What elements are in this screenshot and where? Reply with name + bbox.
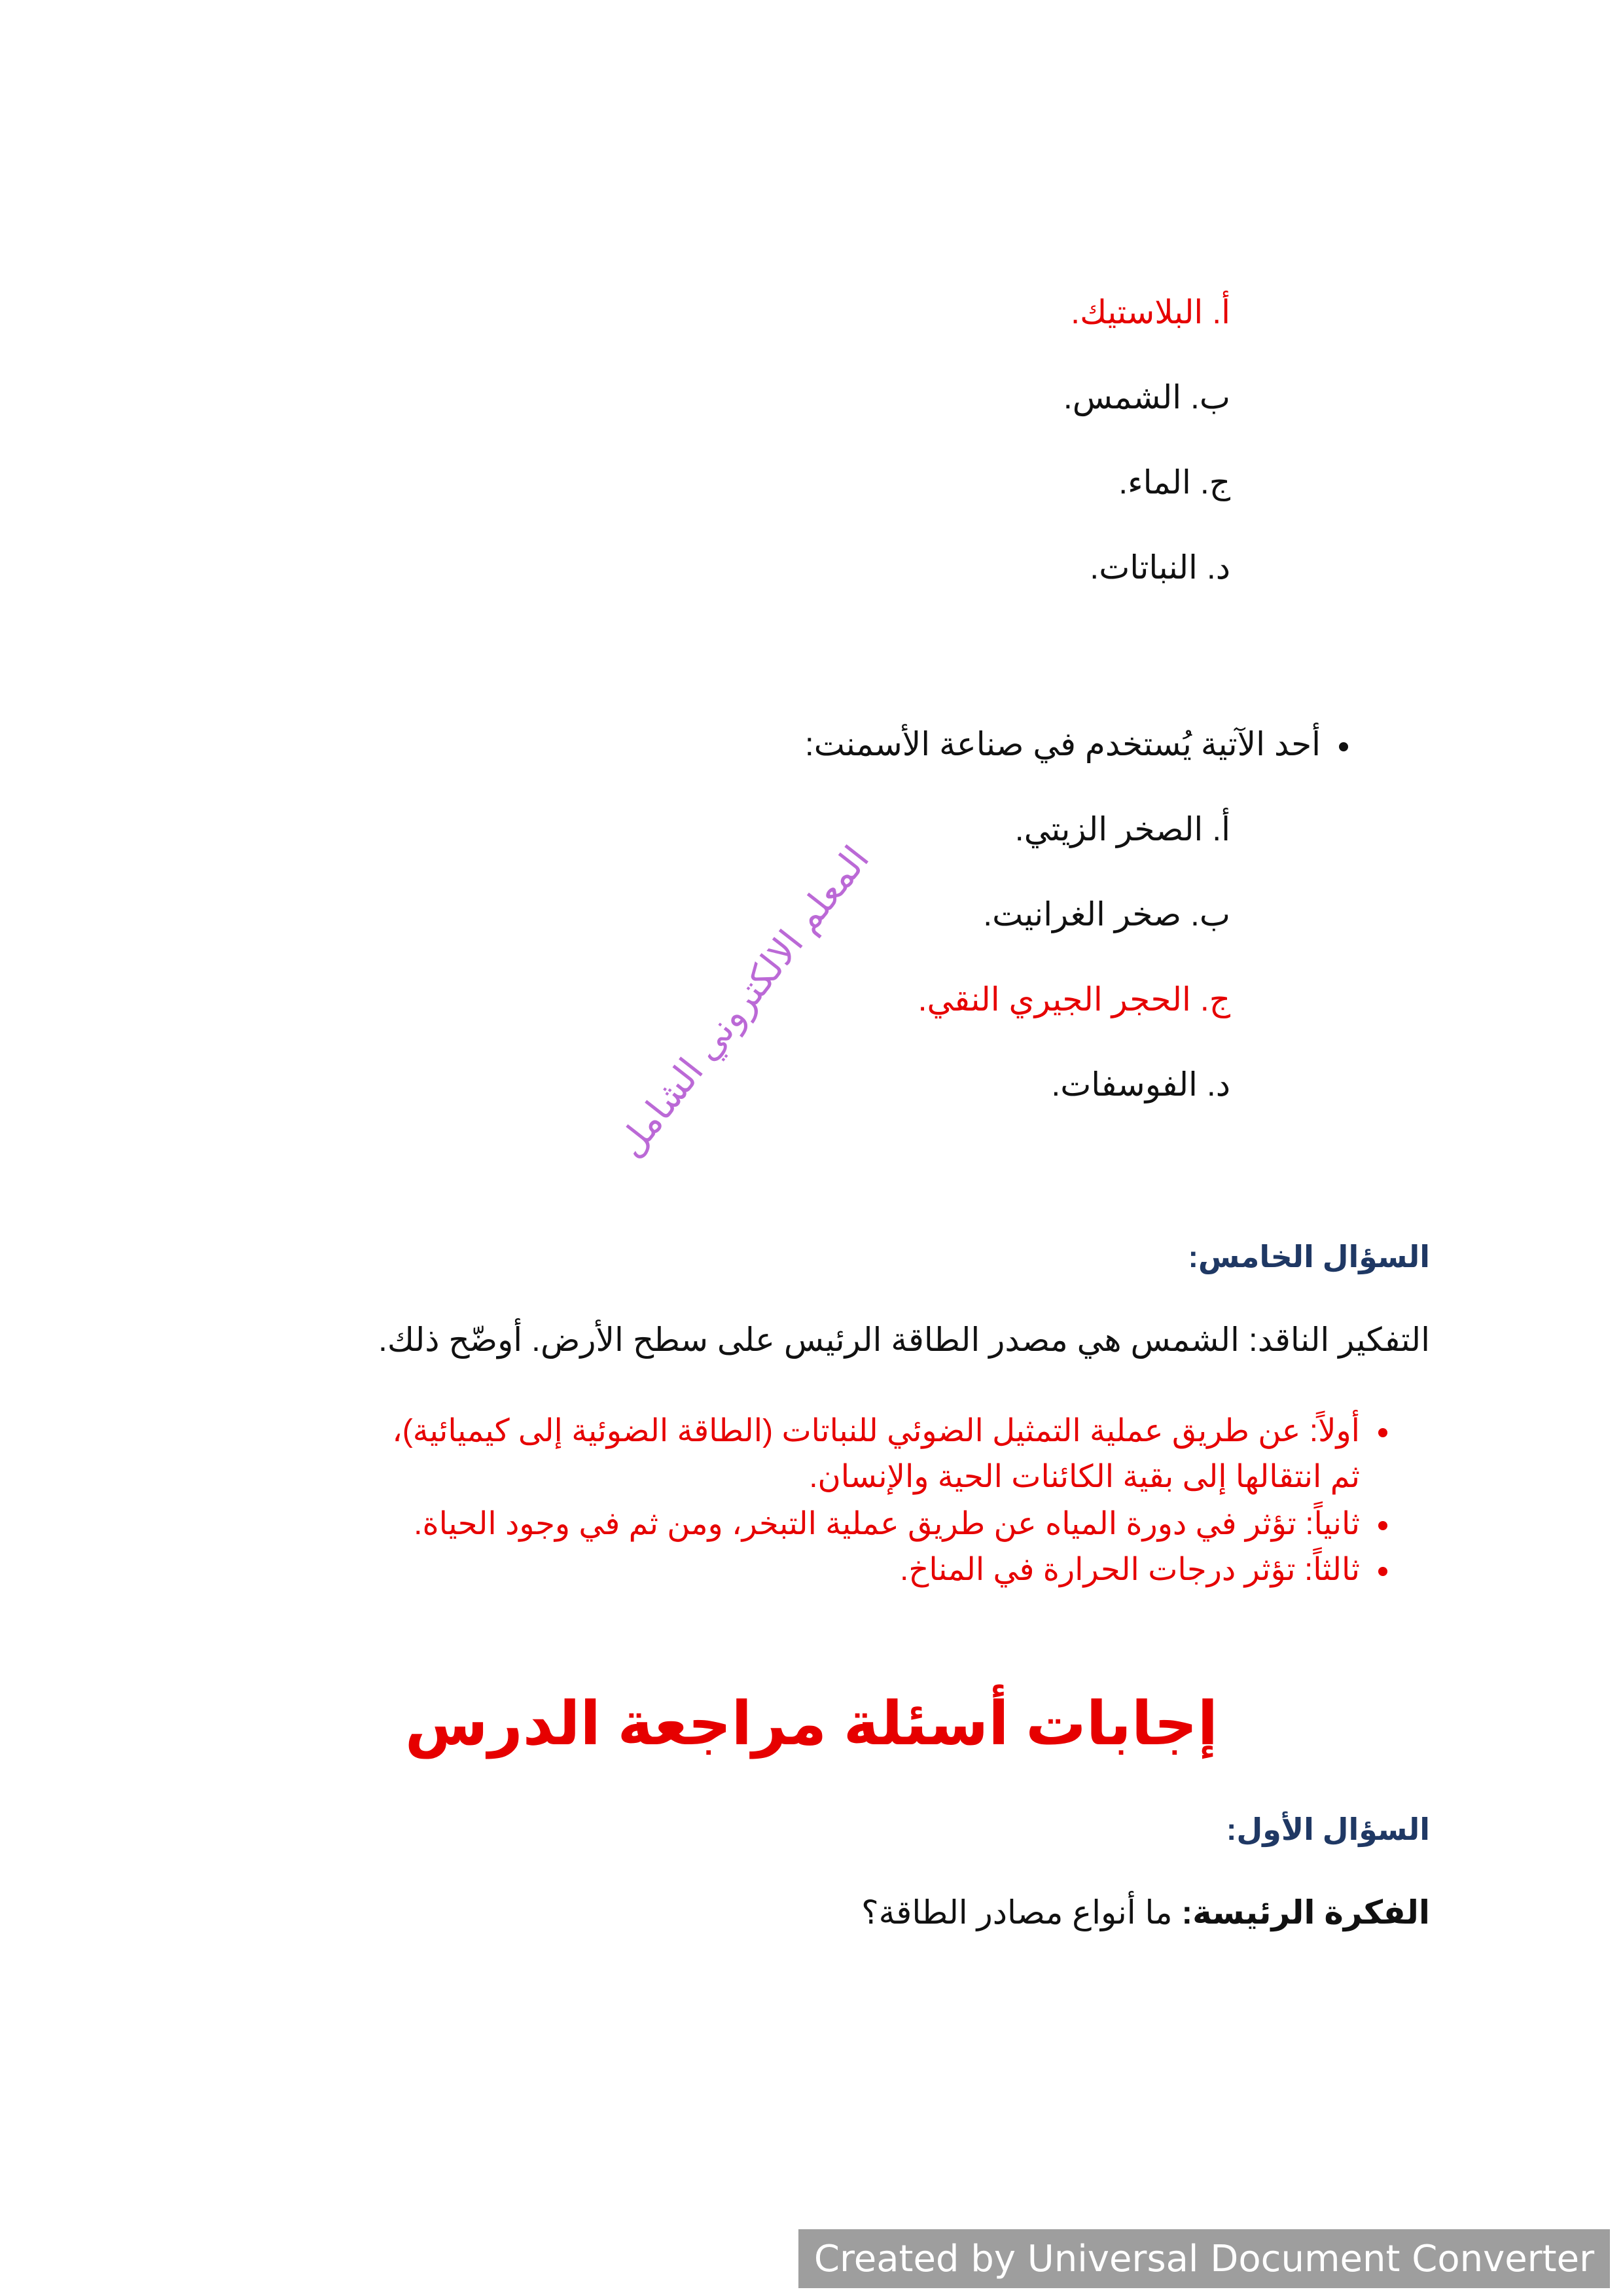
q5-heading: السؤال الخامس: bbox=[1188, 1240, 1430, 1274]
option-a-plastic: أ. البلاستيك. bbox=[1071, 294, 1230, 331]
q1-main-idea-label: الفكرة الرئيسة: bbox=[1181, 1894, 1430, 1931]
question-cement bbox=[805, 725, 1348, 763]
bullet-icon bbox=[1378, 1521, 1387, 1530]
option-d-plants: د. النباتات. bbox=[1090, 549, 1230, 586]
q1-heading: السؤال الأول: bbox=[1226, 1812, 1430, 1846]
bullet-icon bbox=[1378, 1428, 1387, 1437]
watermark-text: المعلم الالكتروني الشامل bbox=[609, 838, 877, 1165]
option-c-water: ج. الماء. bbox=[1118, 464, 1230, 501]
option-a-oil-shale: أ. الصخر الزيتي. bbox=[1014, 811, 1230, 848]
q5-answer-1 bbox=[392, 1412, 1387, 1449]
bullet-icon bbox=[1378, 1567, 1387, 1576]
question-cement-text: أحد الآتية يُستخدم في صناعة الأسمنت: bbox=[804, 726, 1321, 762]
q5-answer-2 bbox=[414, 1505, 1387, 1542]
converter-footer-badge: Created by Universal Document Converter bbox=[798, 2229, 1610, 2288]
q1-main-idea bbox=[861, 1893, 1430, 1931]
q5-answer-3 bbox=[900, 1551, 1387, 1588]
q5-prompt: التفكير الناقد: الشمس هي مصدر الطاقة الرئيس على سطح الأرض. أوضّح ذلك. bbox=[378, 1321, 1430, 1358]
option-c-pure-limestone: ج. الحجر الجيري النقي. bbox=[918, 981, 1230, 1018]
bullet-icon bbox=[1339, 742, 1348, 751]
section-title: إجابات أسئلة مراجعة الدرس bbox=[404, 1691, 1219, 1757]
option-b-granite: ب. صخر الغرانيت. bbox=[983, 896, 1230, 933]
option-d-phosphate: د. الفوسفات. bbox=[1051, 1066, 1230, 1103]
q5-answer-2-line1: ثانياً: تؤثر في دورة المياه عن طريق عملية التبخر، ومن ثم في وجود الحياة. bbox=[414, 1507, 1360, 1541]
option-b-sun: ب. الشمس. bbox=[1063, 379, 1230, 416]
q1-main-idea-text: ما أنواع مصادر الطاقة؟ bbox=[861, 1894, 1173, 1931]
q5-answer-1-line2: ثم انتقالها إلى بقية الكائنات الحية والإنسان. bbox=[809, 1460, 1360, 1494]
q5-answer-3-line1: ثالثاً: تؤثر درجات الحرارة في المناخ. bbox=[900, 1552, 1360, 1587]
q5-answer-1-line1: أولاً: عن طريق عملية التمثيل الضوئي للنباتات (الطاقة الضوئية إلى كيميائية)، bbox=[392, 1414, 1360, 1448]
